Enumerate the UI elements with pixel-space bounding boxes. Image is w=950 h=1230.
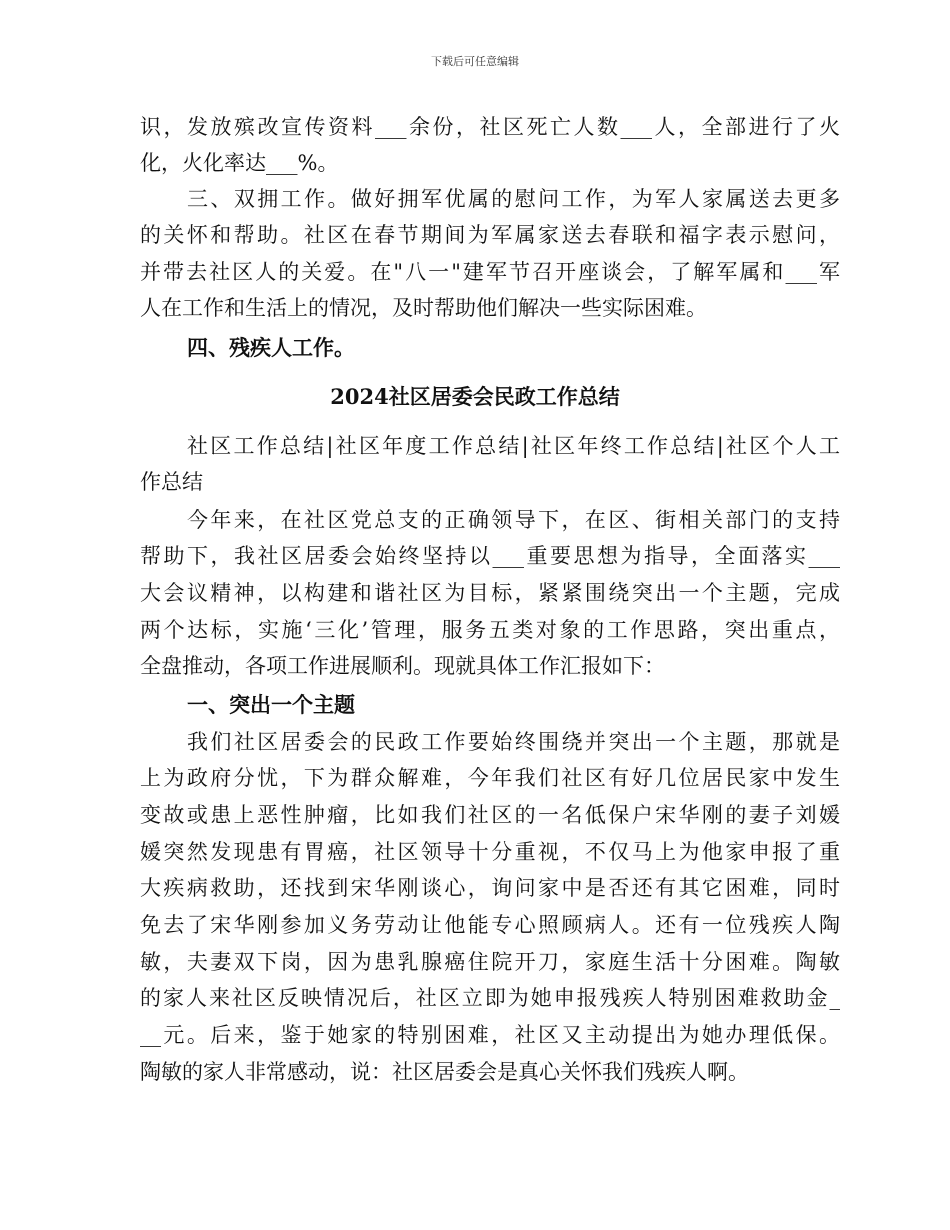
- body-line: 识，发放殡改宣传资料___余份，社区死亡人数___人，全部进行了火: [140, 115, 840, 139]
- body-line: 化，火化率达___%。: [140, 151, 339, 175]
- section-heading: 四、残疾人工作。: [187, 335, 355, 360]
- keyword-line: 社区工作总结|社区年度工作总结|社区年终工作总结|社区个人工: [187, 434, 840, 458]
- section-heading: 一、突出一个主题: [187, 692, 355, 717]
- body-line: 媛突然发现患有胃癌，社区领导十分重视，不仅马上为他家申报了重: [140, 840, 840, 864]
- body-line: 帮助下，我社区居委会始终坚持以___重要思想为指导，全面落实___: [140, 544, 840, 568]
- body-line: 的家人来社区反映情况后，社区立即为她申报残疾人特别困难救助金_: [140, 986, 840, 1010]
- body-line: 全盘推动，各项工作进展顺利。现就具体工作汇报如下：: [140, 654, 665, 678]
- body-line: __元。后来，鉴于她家的特别困难，社区又主动提出为她办理低保。: [140, 1023, 840, 1047]
- body-line: 敏，夫妻双下岗，因为患乳腺癌住院开刀，家庭生活十分困难。陶敏: [140, 950, 840, 974]
- body-line: 并带去社区人的关爱。在"八一"建军节召开座谈会，了解军属和___军: [140, 260, 840, 284]
- body-line: 大会议精神，以构建和谐社区为目标，紧紧围绕突出一个主题，完成: [140, 581, 840, 605]
- body-line: 人在工作和生活上的情况，及时帮助他们解决一些实际困难。: [140, 296, 707, 320]
- page-header-note: 下载后可任意编辑: [431, 55, 519, 68]
- body-line: 陶敏的家人非常感动，说：社区居委会是真心关怀我们残疾人啊。: [140, 1060, 749, 1084]
- body-line: 上为政府分忧，下为群众解难，今年我们社区有好几位居民家中发生: [140, 766, 840, 790]
- body-line: 的关怀和帮助。社区在春节期间为军属家送去春联和福字表示慰问，: [140, 223, 840, 247]
- keyword-line: 作总结: [140, 470, 203, 494]
- document-title: 2024社区居委会民政工作总结: [330, 384, 620, 409]
- body-line: 两个达标，实施‘三化’管理，服务五类对象的工作思路，突出重点，: [140, 618, 840, 642]
- body-line: 今年来，在社区党总支的正确领导下，在区、街相关部门的支持: [187, 508, 840, 532]
- body-line: 我们社区居委会的民政工作要始终围绕并突出一个主题，那就是: [187, 730, 840, 754]
- section-heading-line: 三、双拥工作。做好拥军优属的慰问工作，为军人家属送去更多: [187, 187, 840, 211]
- body-line: 大疾病救助，还找到宋华刚谈心，询问家中是否还有其它困难，同时: [140, 876, 840, 900]
- body-line: 免去了宋华刚参加义务劳动让他能专心照顾病人。还有一位残疾人陶: [140, 913, 840, 937]
- body-line: 变故或患上恶性肿瘤，比如我们社区的一名低保户宋华刚的妻子刘媛: [140, 803, 840, 827]
